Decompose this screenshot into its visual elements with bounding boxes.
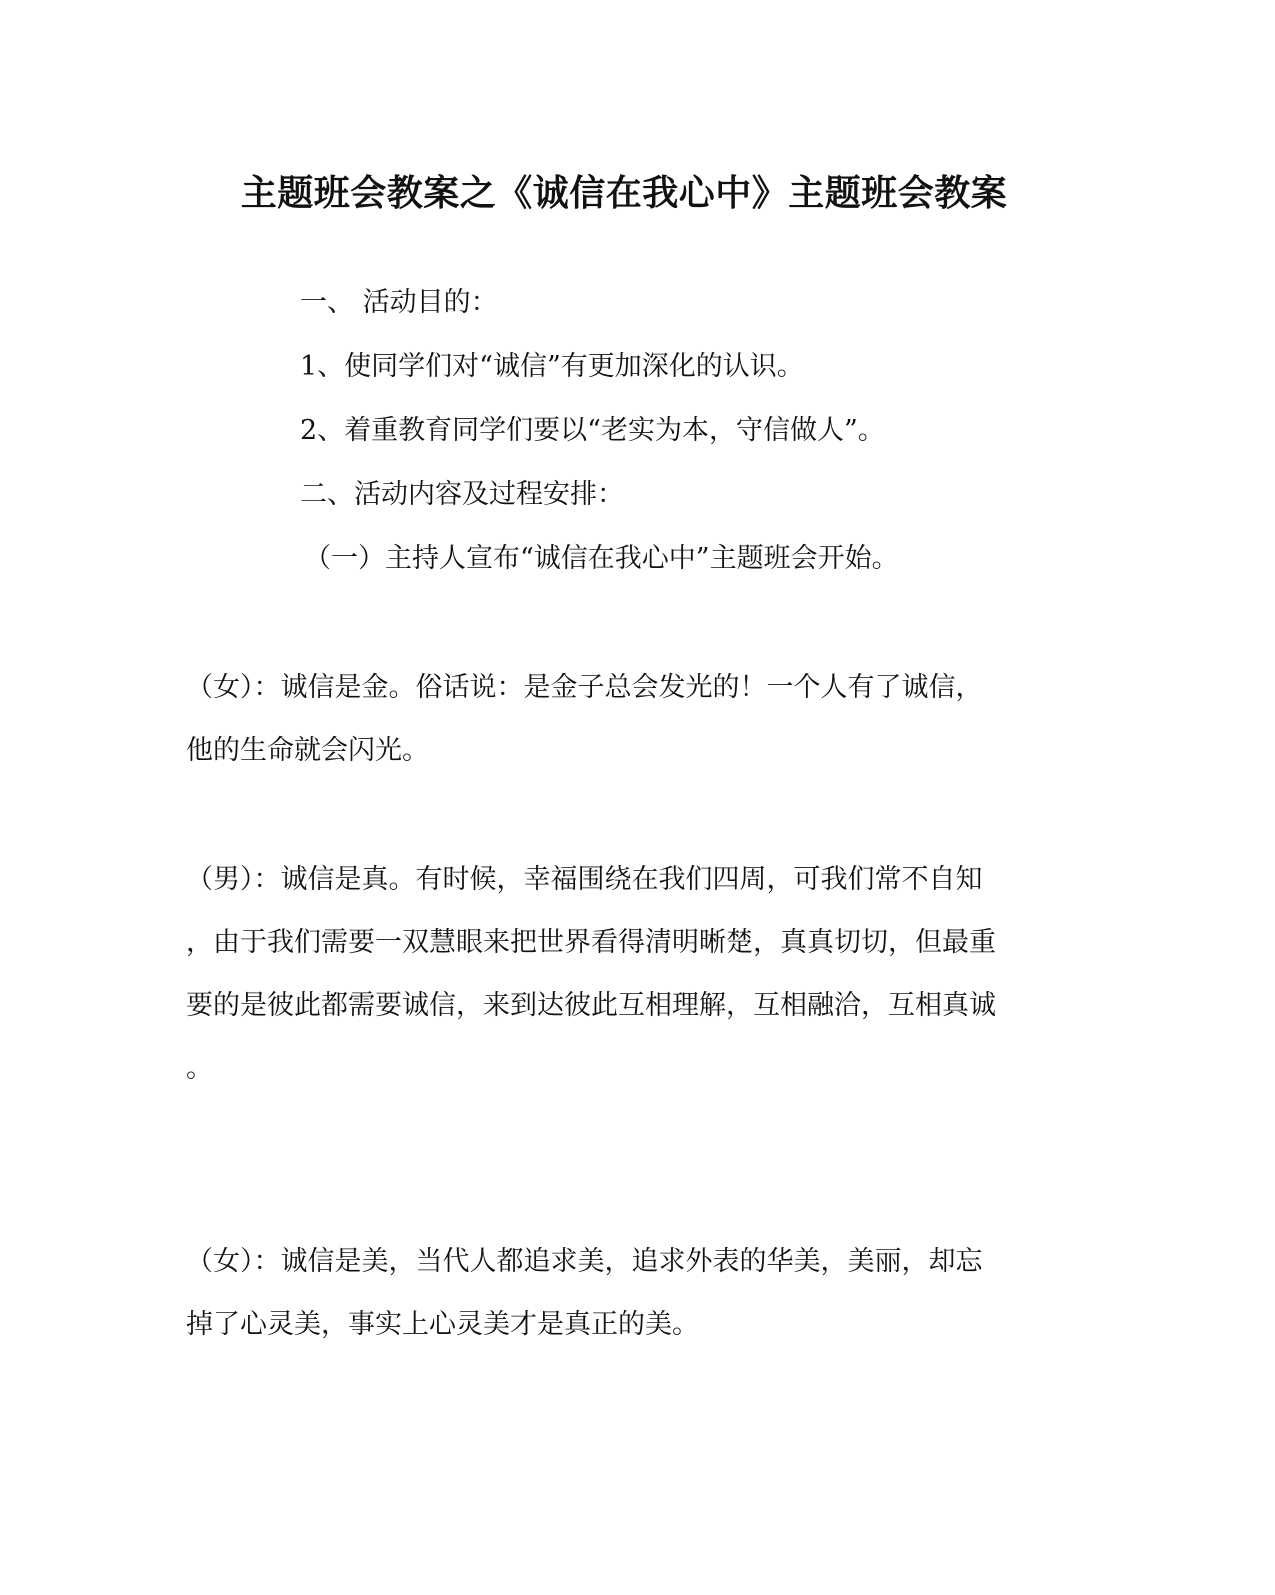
paragraph-line: （女）：诚信是金。俗话说：是金子总会发光的！一个人有了诚信， (186, 672, 983, 703)
section-heading-process: 二、活动内容及过程安排： (300, 479, 624, 510)
paragraph-line: 。 (186, 1053, 213, 1084)
goal-item-1: 1、使同学们对“诚信”有更加深化的认识。 (300, 351, 804, 382)
section-heading-goals: 一、 活动目的： (300, 287, 498, 318)
paragraph-line: （男）：诚信是真。有时候，幸福围绕在我们四周，可我们常不自知 (186, 864, 983, 895)
paragraph-male-1 (186, 848, 1056, 1100)
document-title: 主题班会教案之《诚信在我心中》主题班会教案 (240, 173, 1008, 214)
paragraph-line: （女）：诚信是美，当代人都追求美，追求外表的华美，美丽，却忘 (186, 1246, 983, 1277)
goal-item-2: 2、着重教育同学们要以“老实为本，守信做人”。 (300, 415, 885, 446)
paragraph-line: 要的是彼此都需要诚信，来到达彼此互相理解，互相融洽，互相真诚 (186, 990, 996, 1021)
paragraph-line: ，由于我们需要一双慧眼来把世界看得清明晰楚，真真切切，但最重 (186, 927, 996, 958)
process-step-1: （一）主持人宣布“诚信在我心中”主题班会开始。 (304, 543, 899, 574)
paragraph-line: 掉了心灵美，事实上心灵美才是真正的美。 (186, 1309, 699, 1340)
paragraph-female-2 (186, 1230, 1056, 1356)
paragraph-female-1 (186, 656, 1056, 782)
paragraph-line: 他的生命就会闪光。 (186, 735, 429, 766)
